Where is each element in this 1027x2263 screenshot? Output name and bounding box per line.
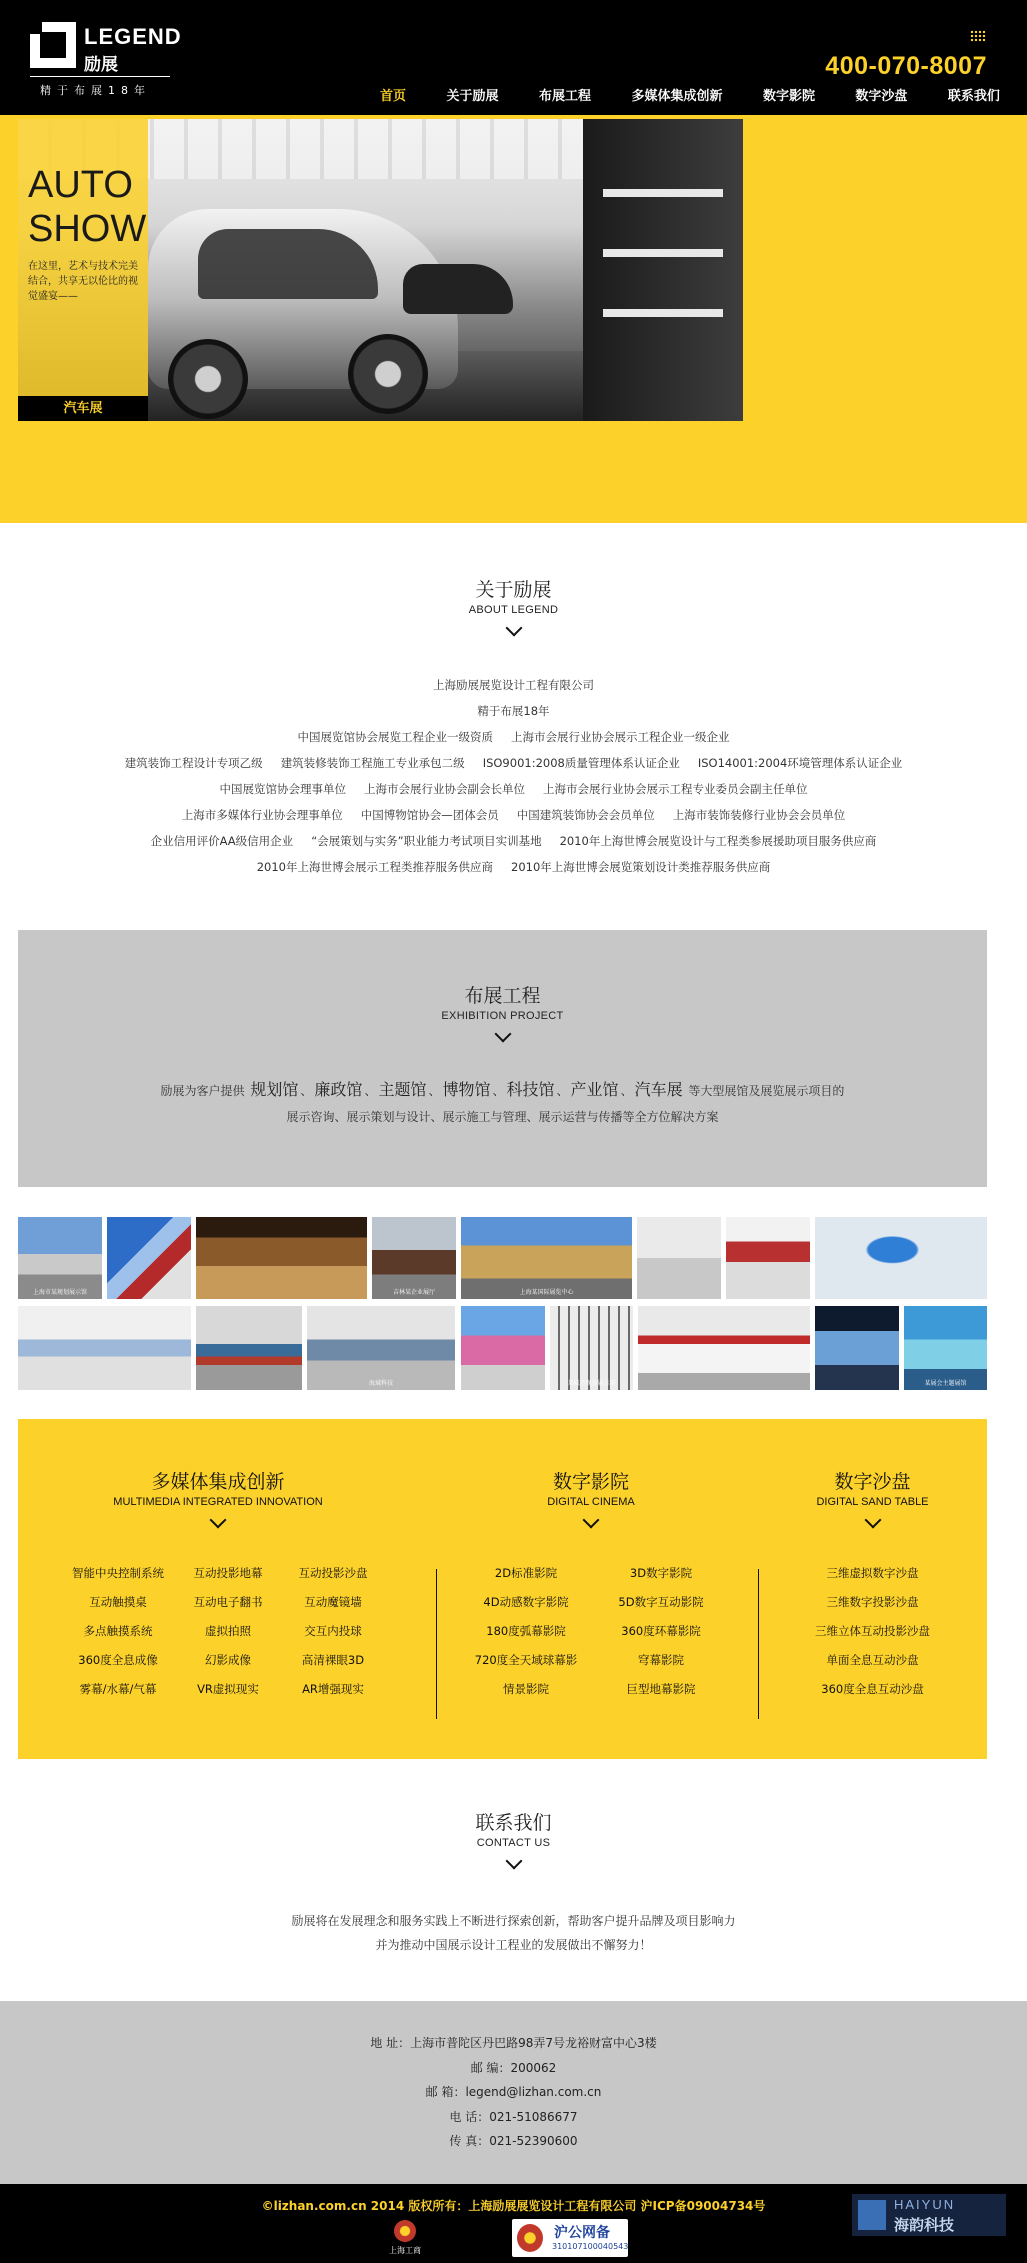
project-gallery <box>18 1217 987 1390</box>
service-item[interactable]: 360度环幕影院 <box>621 1624 701 1638</box>
logo-slogan: 精于布展18年 <box>40 84 151 97</box>
service-item[interactable]: 情景影院 <box>503 1682 549 1696</box>
thumb-caption: 吉林某企业展厅 <box>392 1289 435 1296</box>
about-subtitle: ABOUT LEGEND <box>468 604 559 616</box>
thumb-caption: 某展会主题展馆 <box>924 1380 967 1387</box>
postcode-text: 邮 编：200062 <box>470 2060 557 2075</box>
hero-banner <box>0 115 1027 523</box>
credential-text: 上海市多媒体行业协会理事单位 <box>181 808 343 822</box>
gallery-thumb[interactable] <box>461 1217 632 1299</box>
about-row <box>0 802 1027 828</box>
email-text[interactable]: 邮 箱：legend@lizhan.com.cn <box>425 2085 602 2099</box>
service-item[interactable]: 互动投影沙盘 <box>298 1566 368 1580</box>
gallery-thumb[interactable] <box>461 1306 545 1390</box>
site-header <box>0 0 1027 115</box>
fax-text: 传 真：021-52390600 <box>449 2134 578 2148</box>
about-credentials <box>0 672 1027 880</box>
main-nav <box>380 85 1000 109</box>
service-item[interactable]: 720度全天域球幕影 <box>474 1653 578 1667</box>
service-item[interactable]: 三维数字投影沙盘 <box>826 1595 919 1609</box>
sand-table-heading <box>758 1467 987 1530</box>
service-item[interactable]: 互动触摸桌 <box>89 1595 147 1609</box>
service-item[interactable]: 多点触摸系统 <box>83 1624 153 1638</box>
credential-text: 中国展览馆协会理事单位 <box>219 782 346 796</box>
nav-item-exhibition[interactable]: 布展工程 <box>538 89 591 104</box>
logo-mark-icon <box>30 22 76 68</box>
logo-divider <box>30 76 170 77</box>
contact-line1: 励展将在发展理念和服务实践上不断进行探索创新，帮助客户提升品牌及项目影响力 <box>291 1914 736 1928</box>
badge1-label: 上海工商 <box>389 2246 421 2255</box>
credential-text: 2010年上海世博会展览设计与工程类参展援助项目服务供应商 <box>559 834 877 848</box>
service-item[interactable]: 互动投影地幕 <box>193 1566 263 1580</box>
copyright-text: ©lizhan.com.cn 2014 版权所有：上海励展展览设计工程有限公司 沪ICP备09004734号 <box>261 2199 766 2213</box>
services-section <box>18 1419 987 1759</box>
public-security-badge[interactable] <box>512 2219 628 2257</box>
service-item[interactable]: 2D标准影院 <box>494 1566 558 1580</box>
hotline-phone: 400-070-8007 <box>825 52 987 80</box>
multimedia-heading <box>18 1467 418 1530</box>
hall-type: 科技馆 <box>506 1080 555 1099</box>
credential-text: “会展策划与实务”职业能力考试项目实训基地 <box>311 834 542 848</box>
nav-item-multimedia[interactable]: 多媒体集成创新 <box>631 89 723 104</box>
contact-line2: 并为推动中国展示设计工程业的发展做出不懈努力！ <box>375 1938 652 1952</box>
watermark-cn: 海韵科技 <box>894 2216 955 2234</box>
credential-text: 中国建筑装饰协会会员单位 <box>516 808 655 822</box>
hero-caption-panel <box>18 119 148 421</box>
service-item[interactable]: 180度弧幕影院 <box>486 1624 566 1638</box>
credential-text: 精于布展18年 <box>477 704 550 718</box>
sand-subtitle: DIGITAL SAND TABLE <box>816 1496 929 1508</box>
thumb-caption: 上海某国际展览中心 <box>519 1289 574 1296</box>
credential-text: 建筑装修装饰工程施工专业承包二级 <box>280 756 465 770</box>
gallery-thumb[interactable] <box>550 1306 633 1390</box>
service-item[interactable]: VR虚拟现实 <box>197 1682 259 1696</box>
service-item[interactable]: 巨型地幕影院 <box>626 1682 696 1696</box>
cinema-subtitle: DIGITAL CINEMA <box>547 1496 635 1508</box>
intro-suffix: 等大型展馆及展览展示项目的 <box>688 1084 845 1098</box>
credential-text: 上海市装饰装修行业协会会员单位 <box>672 808 846 822</box>
gallery-thumb[interactable] <box>18 1217 102 1299</box>
sand-title: 数字沙盘 <box>834 1471 911 1493</box>
service-item[interactable]: 交互内投球 <box>304 1624 362 1638</box>
hero-title-line2: SHOW <box>28 208 147 250</box>
gallery-thumb[interactable] <box>107 1217 191 1299</box>
badge2-number: 310107100040543 <box>552 2242 629 2251</box>
credential-text: 企业信用评价AA级信用企业 <box>150 834 294 848</box>
police-shield-icon <box>517 2224 543 2252</box>
intro-prefix: 励展为客户提供 <box>160 1084 245 1098</box>
hero-description: 在这里，艺术与技术完美结合，共享无以伦比的视觉盛宴—— <box>28 261 138 302</box>
cinema-list <box>456 1565 726 1698</box>
service-item[interactable]: 4D动感数字影院 <box>483 1595 569 1609</box>
cinema-title: 数字影院 <box>552 1471 629 1493</box>
exhibition-intro: 励展为客户提供 规划馆 、 廉政馆 、 主题馆 、 博物馆 、 科技馆 、 产业馆 、 汽车展 等大型展馆及展览展示项目的 展示咨询、展示策划与设计、展示施工与管理、展示运营与传播等全方位解决方案 <box>18 1077 987 1130</box>
hall-type: 主题馆 <box>378 1080 427 1099</box>
about-row <box>0 854 1027 880</box>
about-row <box>0 750 1027 776</box>
exhibition-title: 布展工程 <box>464 985 541 1007</box>
hall-type: 汽车展 <box>634 1080 683 1099</box>
credential-text: 中国展览馆协会展览工程企业一级资质 <box>297 730 493 744</box>
service-item[interactable]: 幻影成像 <box>205 1653 251 1667</box>
gallery-thumb[interactable] <box>18 1306 191 1390</box>
hero-title <box>28 163 188 251</box>
gallery-thumb[interactable] <box>726 1217 810 1299</box>
gallery-thumb[interactable] <box>904 1306 987 1390</box>
credential-text: 中国博物馆协会—团体会员 <box>360 808 499 822</box>
police-emblem-icon <box>394 2220 416 2242</box>
about-row <box>0 698 1027 724</box>
nav-item-contact[interactable]: 联系我们 <box>947 89 1000 104</box>
service-item[interactable]: 虚拟拍照 <box>205 1624 251 1638</box>
chevron-down-icon <box>864 1512 881 1529</box>
service-item[interactable]: 互动魔镜墙 <box>304 1595 362 1609</box>
about-heading <box>0 575 1027 638</box>
badge2-title: 沪公网备 <box>554 2225 610 2241</box>
thumb-caption: 海域科技 <box>368 1380 393 1387</box>
nav-item-about[interactable]: 关于励展 <box>446 89 499 104</box>
service-item[interactable]: 3D数字影院 <box>629 1566 693 1580</box>
logo-text-cn: 励展 <box>84 55 118 75</box>
about-row <box>0 724 1027 750</box>
chevron-down-icon <box>505 620 522 637</box>
contact-message <box>0 1909 1027 1957</box>
gallery-thumb[interactable] <box>815 1217 987 1299</box>
contact-heading <box>0 1808 1027 1871</box>
grid-menu-icon[interactable] <box>970 30 986 42</box>
credential-text: 2010年上海世博会展示工程类推荐服务供应商 <box>256 860 493 874</box>
gallery-thumb[interactable] <box>307 1306 455 1390</box>
service-item[interactable]: 360度全息成像 <box>78 1653 158 1667</box>
intro-line2: 展示咨询、展示策划与设计、展示施工与管理、展示运营与传播等全方位解决方案 <box>286 1110 719 1124</box>
watermark-logo <box>852 2194 1006 2236</box>
hero-tag-auto-show[interactable]: 汽车展 <box>18 396 148 421</box>
service-item[interactable]: 互动电子翻书 <box>193 1595 263 1609</box>
credential-text: 2010年上海世博会展览策划设计类推荐服务供应商 <box>511 860 771 874</box>
watermark-h-icon <box>858 2200 886 2230</box>
service-item[interactable]: 5D数字互动影院 <box>618 1595 704 1609</box>
address-text: 地 址：上海市普陀区丹巴路98弄7号龙裕财富中心3楼 <box>370 2036 657 2050</box>
hall-type: 产业馆 <box>570 1080 619 1099</box>
service-item[interactable]: 三维立体互动投影沙盘 <box>815 1624 930 1638</box>
service-item[interactable]: 穹幕影院 <box>638 1653 684 1667</box>
gallery-thumb[interactable] <box>637 1217 721 1299</box>
about-title: 关于励展 <box>475 579 552 601</box>
about-row <box>0 672 1027 698</box>
gallery-thumb[interactable] <box>372 1217 456 1299</box>
service-item[interactable]: 高清裸眼3D <box>301 1653 365 1667</box>
service-item[interactable]: 三维虚拟数字沙盘 <box>826 1566 919 1580</box>
contact-info-block <box>0 2001 1027 2184</box>
service-item[interactable]: AR增强现实 <box>302 1682 364 1696</box>
column-divider <box>436 1569 437 1719</box>
gallery-thumb[interactable] <box>196 1217 367 1299</box>
thumb-caption: 某城市规划展示馆 <box>567 1380 616 1387</box>
credential-text: ISO9001:2008质量管理体系认证企业 <box>482 756 680 770</box>
credential-text: 上海市会展行业协会副会长单位 <box>364 782 525 796</box>
hall-type: 博物馆 <box>442 1080 491 1099</box>
multimedia-title: 多媒体集成创新 <box>151 1471 285 1493</box>
service-item[interactable]: 雾幕/水幕/气幕 <box>79 1682 157 1696</box>
exhibition-section <box>18 930 987 1187</box>
multimedia-list <box>58 1565 388 1698</box>
hero-title-line1: AUTO <box>28 164 133 206</box>
gallery-thumb[interactable] <box>196 1306 302 1390</box>
logo-text-en: LEGEND <box>84 24 182 49</box>
exhibition-heading <box>18 981 987 1044</box>
about-row <box>0 776 1027 802</box>
credential-text: 上海市会展行业协会展示工程企业一级企业 <box>511 730 730 744</box>
logo[interactable] <box>30 22 180 102</box>
credential-text: 建筑装饰工程设计专项乙级 <box>124 756 263 770</box>
multimedia-subtitle: MULTIMEDIA INTEGRATED INNOVATION <box>113 1496 323 1508</box>
credential-text: ISO14001:2004环境管理体系认证企业 <box>697 756 903 770</box>
contact-title: 联系我们 <box>475 1812 552 1834</box>
cinema-heading <box>436 1467 746 1530</box>
tel-text: 电 话：021-51086677 <box>449 2109 578 2124</box>
nav-item-sand-table[interactable]: 数字沙盘 <box>855 89 908 104</box>
contact-subtitle: CONTACT US <box>476 1837 551 1849</box>
thumb-caption: 上海市某规划展示馆 <box>32 1289 87 1296</box>
service-item[interactable]: 360度全息互动沙盘 <box>821 1682 924 1696</box>
credential-text: 上海励展展览设计工程有限公司 <box>433 678 594 692</box>
sand-table-list <box>758 1565 987 1698</box>
exhibition-subtitle: EXHIBITION PROJECT <box>441 1010 564 1022</box>
nav-item-home[interactable]: 首页 <box>380 89 407 104</box>
gallery-thumb[interactable] <box>638 1306 810 1390</box>
chevron-down-icon <box>505 1853 522 1870</box>
about-row <box>0 828 1027 854</box>
service-item[interactable]: 单面全息互动沙盘 <box>826 1653 919 1667</box>
credential-text: 上海市会展行业协会展示工程专业委员会副主任单位 <box>543 782 808 796</box>
nav-item-cinema[interactable]: 数字影院 <box>762 89 815 104</box>
watermark-en: HAIYUN <box>894 2197 956 2212</box>
chevron-down-icon <box>494 1026 511 1043</box>
chevron-down-icon <box>583 1512 600 1529</box>
gallery-thumb[interactable] <box>815 1306 899 1390</box>
business-license-badge[interactable] <box>380 2220 430 2260</box>
hall-type: 规划馆 <box>250 1080 299 1099</box>
service-item[interactable]: 智能中央控制系统 <box>72 1566 164 1580</box>
chevron-down-icon <box>210 1512 227 1529</box>
hall-type: 廉政馆 <box>314 1080 363 1099</box>
